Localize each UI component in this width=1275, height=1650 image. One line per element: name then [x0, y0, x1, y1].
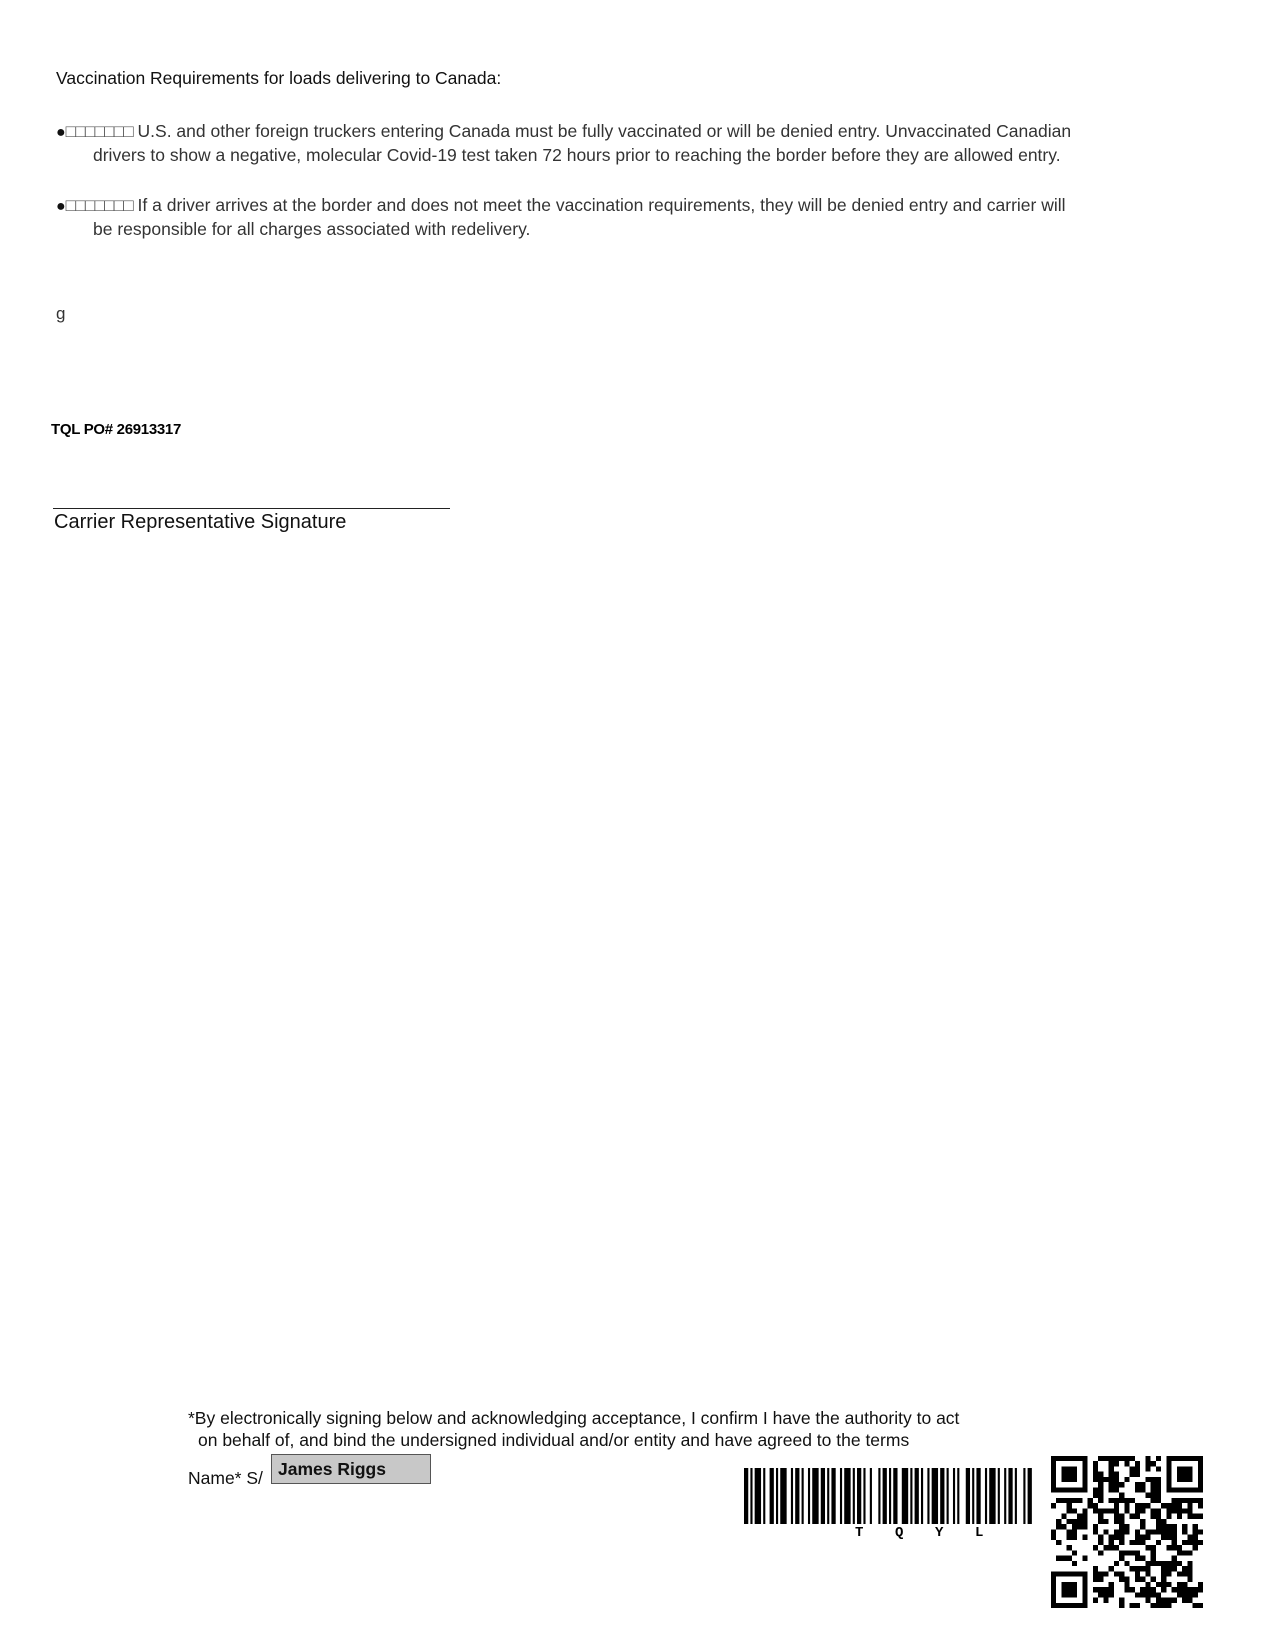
barcode-graphic — [744, 1468, 1034, 1528]
stray-character: g — [56, 304, 66, 323]
name-label: Name* S/ — [188, 1468, 263, 1488]
barcode-char: Y — [935, 1525, 944, 1541]
qr-code — [1051, 1456, 1203, 1608]
barcode-char: L — [975, 1525, 984, 1541]
signature-line[interactable] — [53, 508, 450, 509]
barcode-char: Q — [895, 1525, 904, 1541]
placeholder-boxes: □□□□□□□ — [65, 195, 133, 215]
bullet-item-denied-entry — [56, 194, 1206, 241]
barcode — [744, 1468, 1034, 1528]
acknowledgement-text — [188, 1407, 959, 1451]
bullet-text-1: If a driver arrives at the border and does not meet the vaccination requirements, they will be denied entry and carrier will — [132, 195, 1066, 215]
signer-name-field[interactable]: James Riggs — [271, 1454, 431, 1484]
bullet-marker: ● — [56, 198, 66, 215]
placeholder-boxes: □□□□□□□ — [65, 121, 133, 141]
barcode-char: T — [855, 1525, 864, 1541]
vaccination-heading: Vaccination Requirements for loads delivering to Canada: — [56, 68, 502, 88]
bullet-item-vaccination — [56, 120, 1206, 167]
po-number: TQL PO# 26913317 — [51, 421, 182, 438]
bullet-text-1: U.S. and other foreign truckers entering Canada must be fully vaccinated or will be denied entry. Unvaccinated Canadian — [132, 121, 1072, 141]
signature-label: Carrier Representative Signature — [54, 511, 347, 533]
acknowledgement-line-1: *By electronically signing below and acknowledging acceptance, I confirm I have the authority to act — [188, 1408, 960, 1428]
qr-code-graphic — [1051, 1456, 1203, 1608]
acknowledgement-line-2: on behalf of, and bind the undersigned individual and/or entity and have agreed to the terms — [198, 1430, 910, 1450]
bullet-line-1 — [56, 120, 1206, 144]
bullet-line-1 — [56, 194, 1206, 218]
barcode-caption — [855, 1525, 1015, 1541]
bullet-marker: ● — [56, 124, 66, 141]
bullet-text-2: be responsible for all charges associated with redelivery. — [93, 219, 531, 239]
bullet-text-2: drivers to show a negative, molecular Covid-19 test taken 72 hours prior to reaching the border before they are allowed entry. — [93, 145, 1061, 165]
